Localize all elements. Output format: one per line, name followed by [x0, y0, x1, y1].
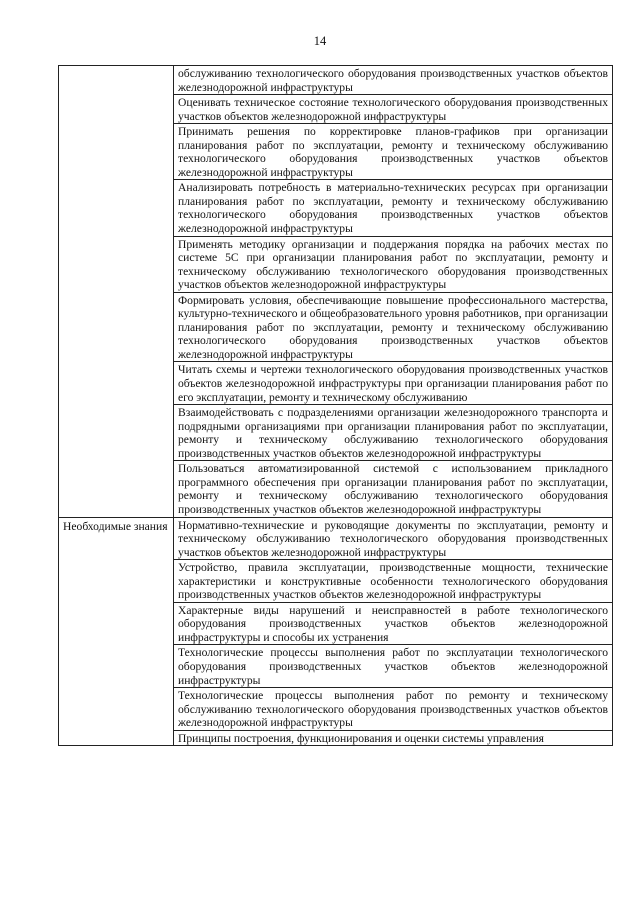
table-cell: Читать схемы и чертежи технологического оборудования производственных участков объектов железнодорожной инфраструктуры при организации планирования работ по его эксплуатации, ремонту и техническому обслуживанию [174, 362, 613, 405]
skills-knowledge-table [58, 65, 613, 746]
table-row [59, 517, 613, 560]
table-cell: Принимать решения по корректировке планов-графиков при организации планирования работ по эксплуатации, ремонту и техническому обслуживанию технологического оборудования производственных участков объектов железнодорожной инфраструктуры [174, 124, 613, 180]
knowledge-label-cell: Необходимые знания [59, 517, 174, 746]
table-cell: Нормативно-технические и руководящие документы по эксплуатации, ремонту и техническому обслуживанию технологического оборудования производственных участков объектов железнодорожной инфраструктуры [174, 517, 613, 560]
table-cell: Анализировать потребность в материально-технических ресурсах при организации планирования работ по эксплуатации, ремонту и техническому обслуживанию технологического оборудования производственных участков объектов железнодорожной инфраструктуры [174, 180, 613, 236]
table-cell: Технологические процессы выполнения работ по ремонту и техническому обслуживанию технологического оборудования производственных участков объектов железнодорожной инфраструктуры [174, 688, 613, 731]
table-cell: Технологические процессы выполнения работ по эксплуатации технологического оборудования производственных участков объектов железнодорожной инфраструктуры [174, 645, 613, 688]
skills-label-cell [59, 66, 174, 518]
table-cell: Принципы построения, функционирования и оценки системы управления [174, 730, 613, 746]
table-cell: Оценивать техническое состояние технологического оборудования производственных участков объектов железнодорожной инфраструктуры [174, 95, 613, 124]
table-cell: Пользоваться автоматизированной системой с использованием прикладного программного обеспечения при организации планирования работ по эксплуатации, ремонту и техническому обслуживанию технологического оборудования производственных участков объектов железнодорожной инфраструктуры [174, 461, 613, 517]
table-cell: Взаимодействовать с подразделениями организации железнодорожного транспорта и подрядными организациями при организации планирования работ по эксплуатации, ремонту и техническому обслуживанию технологического оборудования производственных участков объектов железнодорожной инфраструктуры [174, 405, 613, 461]
table-cell: обслуживанию технологического оборудования производственных участков объектов железнодорожной инфраструктуры [174, 66, 613, 95]
table-cell: Применять методику организации и поддержания порядка на рабочих местах по системе 5С при организации планирования работ по эксплуатации, ремонту и техническому обслуживанию технологического оборудования производственных участков объектов железнодорожной инфраструктуры [174, 236, 613, 292]
table-cell: Формировать условия, обеспечивающие повышение профессионального мастерства, культурно-технического и общеобразовательного уровня работников, при организации планирования работ по эксплуатации, ремонту и техническому обслуживанию технологического оборудования производственных участков объектов железнодорожной инфраструктуры [174, 292, 613, 362]
table-cell: Характерные виды нарушений и неисправностей в работе технологического оборудования производственных участков объектов железнодорожной инфраструктуры и способы их устранения [174, 602, 613, 645]
page-number: 14 [313, 34, 327, 48]
table-row [59, 66, 613, 95]
table-cell: Устройство, правила эксплуатации, производственные мощности, технические характеристики и конструктивные особенности технологического оборудования производственных участков объектов железнодорожной инфраструктуры [174, 560, 613, 603]
